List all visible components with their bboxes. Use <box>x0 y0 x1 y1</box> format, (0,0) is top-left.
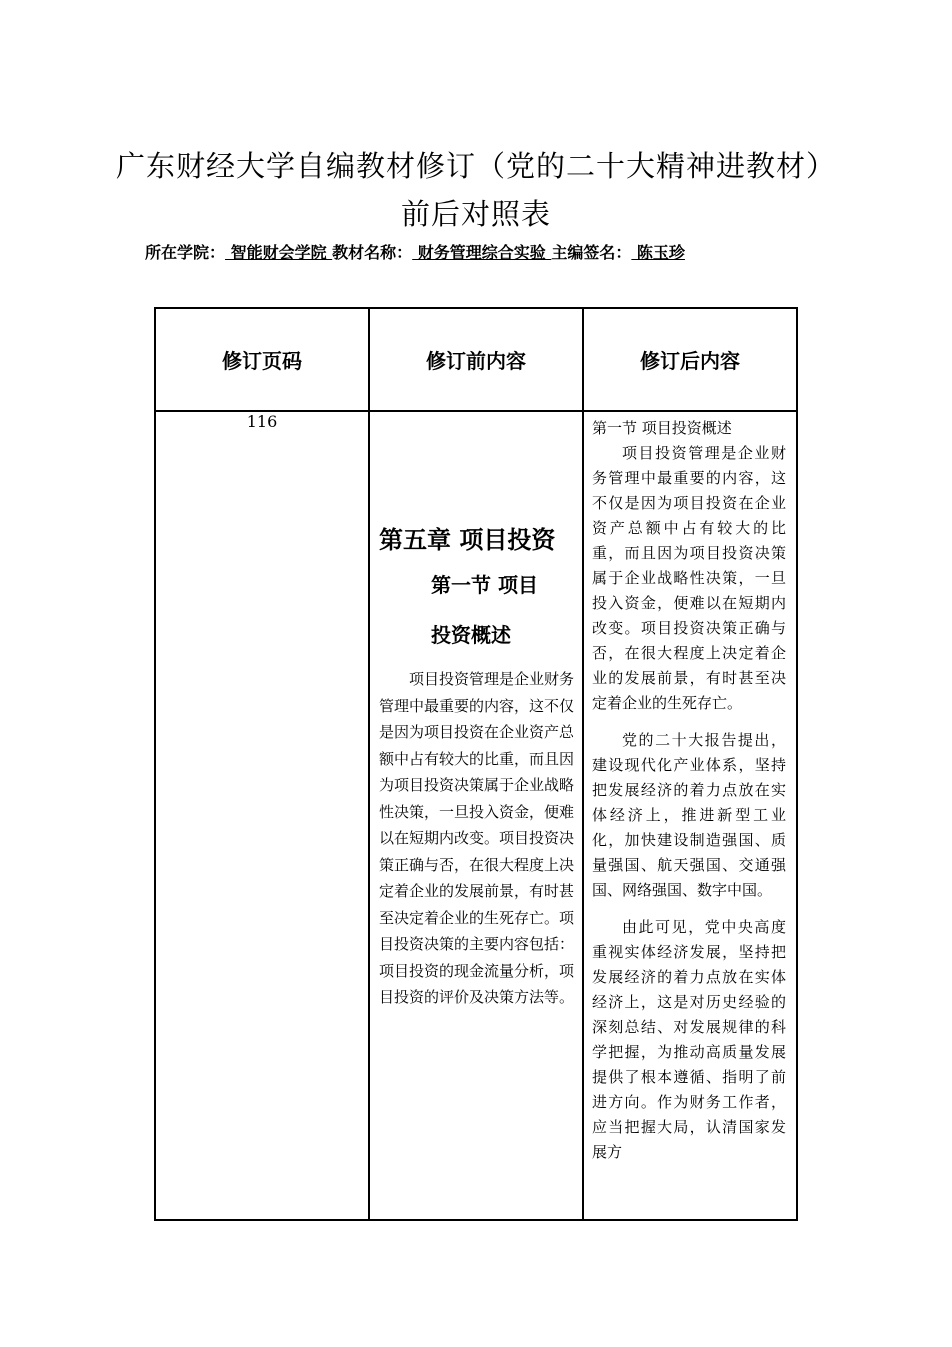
table-row <box>155 411 797 1220</box>
before-section-line-2: 投资概述 <box>431 623 511 647</box>
header-page-number: 修订页码 <box>155 308 369 411</box>
before-content-cell <box>369 411 583 1220</box>
before-paragraph: 项目投资管理是企业财务管理中最重要的内容，这不仅是因为项目投资在企业资产总额中占有较大的比重，而且因为项目投资决策属于企业战略性决策，一旦投入资金，便难以在短期内改变。项目投资决策正确与否，在很大程度上决定着企业的发展前景，有时甚至决定着企业的生死存亡。项目投资决策的主要内容包括：项目投资的现金流量分析，项目投资的评价及决策方法等。 <box>379 670 575 1006</box>
header-before-content: 修订前内容 <box>369 308 583 411</box>
before-section-line-1: 第一节 项目 <box>431 573 538 597</box>
document-meta <box>145 241 845 265</box>
revision-comparison-table <box>154 307 798 1221</box>
after-content-cell <box>583 411 797 1220</box>
college-value: 智能财会学院 <box>225 243 333 262</box>
after-paragraph-3: 由此可见，党中央高度重视实体经济发展，坚持把发展经济的着力点放在实体经济上，这是对历史经验的深刻总结、对发展规律的科学把握，为推动高质量发展提供了根本遵循、指明了前进方向。作为财务工作者，应当把握大局，认清国家发展方 <box>592 918 786 1161</box>
document-title-line-2: 前后对照表 <box>400 197 551 231</box>
page-number-cell: 116 <box>155 411 369 1220</box>
document-title-line-1: 广东财经大学自编教材修订（党的二十大精神进教材） <box>115 149 836 183</box>
after-paragraph-1: 项目投资管理是企业财务管理中最重要的内容，这不仅是因为项目投资在企业资产总额中占有较大的比重，而且因为项目投资决策属于企业战略性决策，一旦投入资金，便难以在短期内改变。项目投资决策正确与否，在很大程度上决定着企业的发展前景，有时甚至决定着企业的生死存亡。 <box>592 444 786 712</box>
before-section-heading <box>379 560 574 660</box>
textbook-label: 教材名称： <box>332 243 413 262</box>
college-label: 所在学院： <box>145 243 226 262</box>
after-section-heading: 第一节 项目投资概述 <box>592 419 732 437</box>
editor-signature: 陈玉珍 <box>631 243 685 262</box>
editor-label: 主编签名： <box>551 243 632 262</box>
before-chapter-heading: 第五章 项目投资 <box>379 526 556 554</box>
table-header-row <box>155 308 797 411</box>
textbook-value: 财务管理综合实验 <box>412 243 552 262</box>
after-paragraph-2: 党的二十大报告提出，建设现代化产业体系，坚持把发展经济的着力点放在实体经济上，推进新型工业化，加快建设制造强国、质量强国、航天强国、交通强国、网络强国、数字中国。 <box>592 731 786 899</box>
header-after-content: 修订后内容 <box>583 308 797 411</box>
